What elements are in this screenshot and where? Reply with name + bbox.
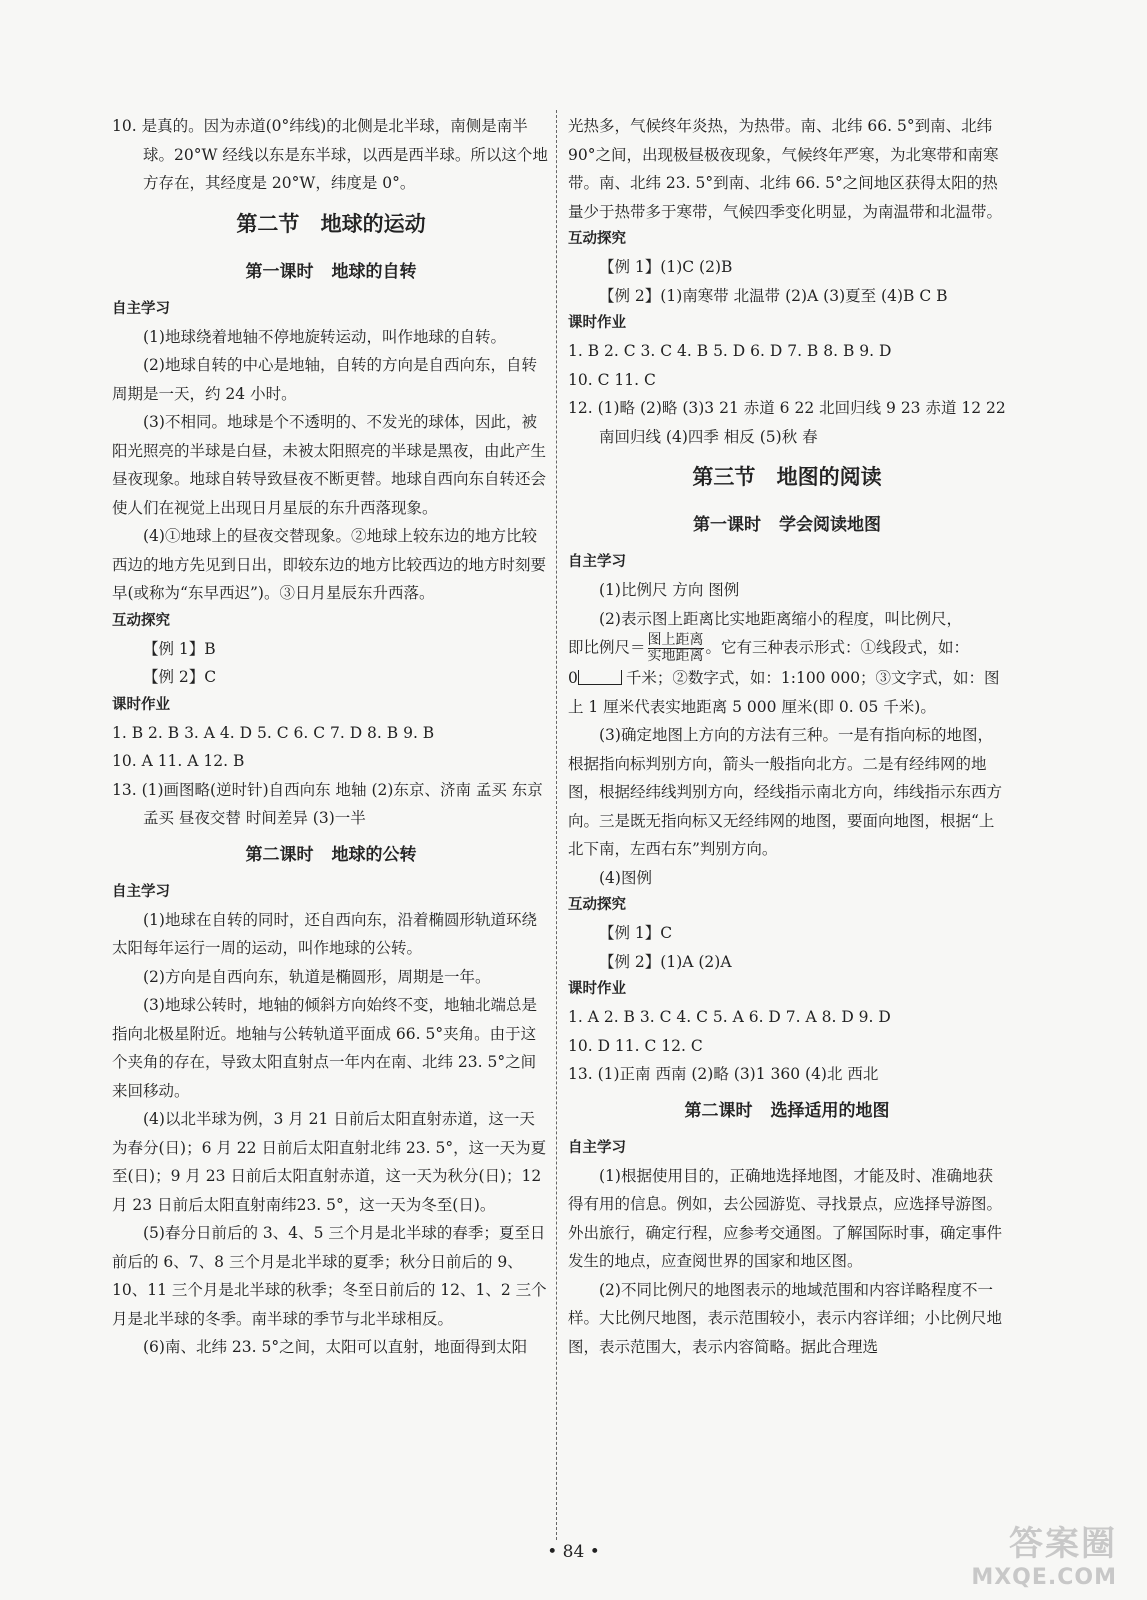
example-answer: 【例 1】C — [599, 924, 673, 942]
answer-line: 10. D 11. C 12. C — [568, 1036, 703, 1055]
scale-formula-line — [568, 633, 1006, 664]
label-homework: 课时作业 — [112, 696, 170, 713]
paragraph: (6)南、北纬 23. 5°之间，太阳可以直射，地面得到太阳 — [143, 1338, 528, 1356]
label-interactive: 互动探究 — [568, 231, 626, 247]
paragraph: (4)以北半球为例，3 月 21 日前后太阳直射赤道，这一天为春分(日)；6 月 22 日前后太阳直射北纬 23. 5°，这一天为夏至(日)；9 月 23 日前后太阳直射赤道，这一天为秋分(日)；12 月 23 日前后太阳直射南纬23. 5°，这一天为冬至(日)。 — [112, 1110, 547, 1214]
paragraph: (1)地球在自转的同时，还自西向东，沿着椭圆形轨道环绕太阳每年运行一周的运动，叫作地球的公转。 — [112, 910, 537, 957]
answer-13: 13. (1)画图略(逆时针)自西向东 地轴 (2)东京、济南 孟买 东京 孟买 昼夜交替 时间差异 (3)一半 — [112, 780, 543, 827]
label-self-study: 自主学习 — [112, 300, 170, 317]
paragraph: (3)地球公转时，地轴的倾斜方向始终不变，地轴北端总是指向北极星附近。地轴与公转轨道平面成 66. 5°夹角。由于这个夹角的存在，导致太阳直射点一年内在南、北纬 23. 5°之间来回移动。 — [112, 996, 537, 1100]
answer-13: 13. (1)正南 西南 (2)略 (3)1 360 (4)北 西北 — [568, 1065, 879, 1083]
paragraph: (1)地球绕着地轴不停地旋转运动，叫作地球的自转。 — [143, 327, 506, 346]
paragraph: (4)图例 — [599, 868, 652, 887]
example-answer: 【例 1】B — [143, 639, 216, 658]
lesson-heading-reading-maps: 第一课时 学会阅读地图 — [693, 515, 881, 535]
lesson-heading-rotation: 第一课时 地球的自转 — [245, 261, 417, 282]
label-self-study: 自主学习 — [112, 883, 170, 900]
paragraph: (2)方向是自西向东，轨道是椭圆形，周期是一年。 — [143, 967, 491, 986]
example-answer: 【例 2】(1)南寒带 北温带 (2)A (3)夏至 (4)B C B — [599, 286, 948, 305]
answer-line: 10. C 11. C — [568, 370, 656, 389]
example-answer: 【例 2】(1)A (2)A — [599, 952, 732, 971]
paragraph: (5)春分日前后的 3、4、5 三个月是北半球的春季；夏至日前后的 6、7、8 三个月是北半球的夏季；秋分日前后的 9、10、11 三个月是北半球的秋季；冬至日前后的 12、1、2 三个月是北半球的冬季。南半球的季节与北半球相反。 — [112, 1224, 547, 1328]
answer-10: 10. 是真的。因为赤道(0°纬线)的北侧是北半球，南侧是南半球。20°W 经线以东是东半球，以西是西半球。所以这个地方存在，其经度是 20°W，纬度是 0°。 — [112, 117, 548, 192]
line-scale-zero: 0 — [568, 669, 578, 687]
paragraph: (3)确定地图上方向的方法有三种。一是有指向标的地图，根据指向标判别方向，箭头一般指向北方。二是有经纬网的地图，根据经纬线判别方向，经线指示南北方向，纬线指示东西方向。三是既无指向标又无经纬网的地图，要面向地图，根据“上北下南，左西右东”判别方向。 — [568, 726, 1003, 858]
scale-fraction — [648, 633, 704, 664]
formula-suffix: 。它有三种表示形式：①线段式，如： — [705, 638, 970, 657]
paragraph: 光热多，气候终年炎热，为热带。南、北纬 66. 5°到南、北纬 90°之间，出现极昼极夜现象，气候终年严寒，为北寒带和南寒带。南、北纬 23. 5°到南、北纬 66. 5°之间地区获得太阳的热量少于热带多于寒带，气候四季变化明显，为南温带和北温带。 — [568, 117, 1003, 221]
lesson-heading-revolution: 第二课时 地球的公转 — [245, 844, 417, 865]
paragraph: (3)不相同。地球是个不透明的、不发光的球体，因此，被阳光照亮的半球是白昼，未被太阳照亮的半球是黑夜，由此产生昼夜现象。地球自转导致昼夜不断更替。地球自西向东自转还会使人们在视觉上出现日月星辰的东升西落现象。 — [112, 413, 547, 517]
paragraph: (1)根据使用目的，正确地选择地图，才能及时、准确地获得有用的信息。例如，去公园游览、寻找景点，应选择导游图。外出旅行，确定行程，应参考交通图。了解国际时事，确定事件发生的地点，应查阅世界的国家和地区图。 — [568, 1166, 1003, 1270]
watermark-logo — [971, 1516, 1117, 1590]
page-number: • 84 • — [547, 1542, 600, 1562]
lesson-heading-choose-maps: 第二课时 选择适用的地图 — [684, 1100, 890, 1121]
scale-examples — [568, 664, 1006, 721]
answer-line: 1. A 2. B 3. C 4. C 5. A 6. D 7. A 8. D 9. D — [568, 1008, 891, 1026]
label-self-study: 自主学习 — [568, 1139, 626, 1156]
section-heading-3: 第三节 地图的阅读 — [692, 465, 882, 489]
answer-12: 12. (1)略 (2)略 (3)3 21 赤道 6 22 北回归线 9 23 赤道 12 22 南回归线 (4)四季 相反 (5)秋 春 — [568, 399, 1006, 446]
fraction-numerator: 图上距离 — [647, 632, 704, 648]
formula-prefix: 即比例尺＝ — [568, 638, 646, 657]
left-column — [112, 112, 550, 1362]
paragraph: (4)①地球上的昼夜交替现象。②地球上较东边的地方比较西边的地方先见到日出，即较东边的地方比较西边的地方时刻要早(或称为“东早西迟”)。③日月星辰东升西落。 — [112, 527, 547, 602]
paragraph: (2)表示图上距离比实地距离缩小的程度，叫比例尺， — [599, 609, 962, 628]
label-interactive: 互动探究 — [112, 612, 170, 629]
watermark-url: MXQE.COM — [971, 1565, 1117, 1590]
label-homework: 课时作业 — [568, 315, 626, 331]
example-answer: 【例 2】C — [143, 668, 217, 686]
paragraph: (2)不同比例尺的地图表示的地域范围和内容详略程度不一样。大比例尺地图，表示范围较小，表示内容详细；小比例尺地图，表示范围大，表示内容简略。据此合理选 — [568, 1280, 1003, 1356]
label-self-study: 自主学习 — [568, 554, 626, 570]
section-heading-2: 第二节 地球的运动 — [236, 211, 426, 236]
paragraph: (1)比例尺 方向 图例 — [599, 581, 740, 599]
scale-examples-text: 千米；②数字式，如：1:100 000；③文字式，如：图上 1 厘米代表实地距离 5 000 厘米(即 0. 05 千米)。 — [568, 669, 1000, 716]
label-interactive: 互动探究 — [568, 897, 626, 913]
answer-line: 10. A 11. A 12. B — [112, 752, 245, 770]
answer-line: 1. B 2. B 3. A 4. D 5. C 6. C 7. D 8. B 9. B — [112, 723, 435, 742]
fraction-denominator: 实地距离 — [647, 648, 704, 664]
column-divider — [556, 110, 557, 1540]
line-scale-bar — [578, 670, 622, 685]
right-column — [568, 112, 1006, 1361]
example-answer: 【例 1】(1)C (2)B — [599, 258, 733, 276]
paragraph: (2)地球自转的中心是地轴，自转的方向是自西向东，自转周期是一天，约 24 小时。 — [112, 356, 537, 403]
label-homework: 课时作业 — [568, 981, 626, 997]
answer-line: 1. B 2. C 3. C 4. B 5. D 6. D 7. B 8. B 9. D — [568, 342, 892, 360]
watermark-text: 答案圈 — [1009, 1524, 1117, 1564]
